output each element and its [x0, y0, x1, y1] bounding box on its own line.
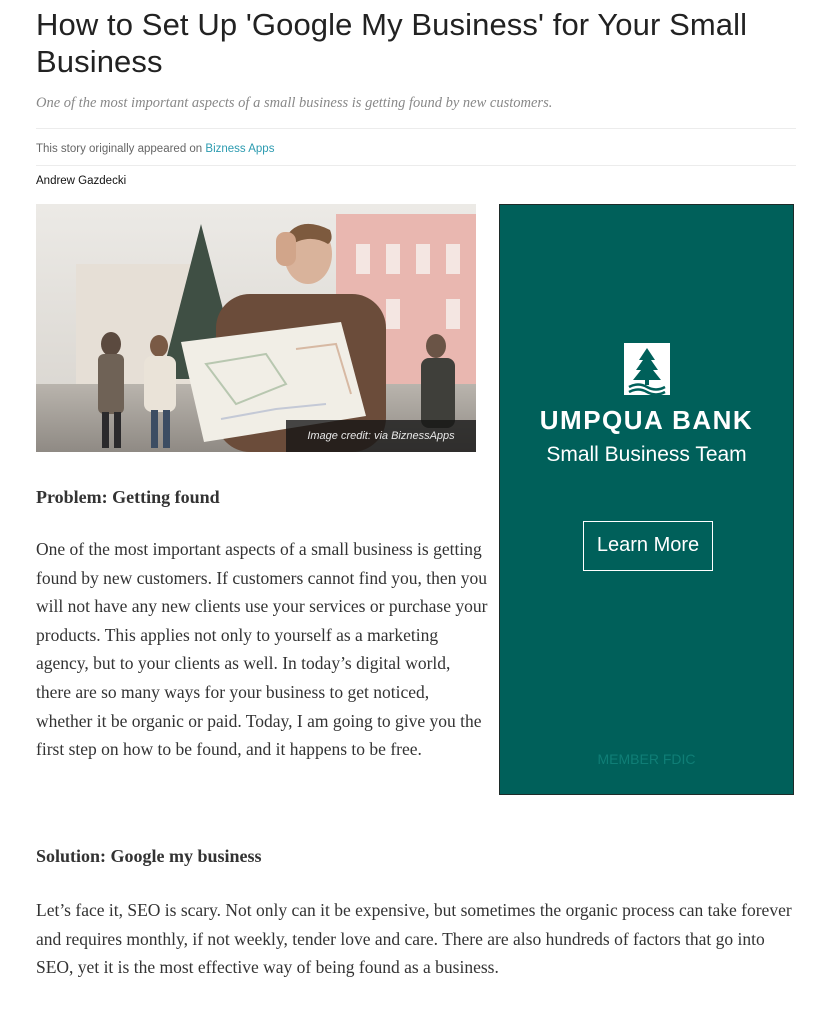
tree-icon: [624, 343, 670, 395]
learn-more-button[interactable]: Learn More: [583, 521, 713, 571]
author-name: Andrew Gazdecki: [36, 175, 127, 187]
divider: [36, 128, 796, 129]
ad-tagline: Small Business Team: [546, 443, 747, 466]
hero-photo-illustration: [36, 204, 476, 452]
article-subtitle: One of the most important aspects of a small business is getting found by new customers.: [36, 95, 553, 111]
article: [36, 0, 796, 978]
source-prefix: This story originally appeared on: [36, 143, 206, 155]
section-body: Let’s face it, SEO is scary. Not only can it be expensive, but sometimes the organic process can take forever and requires monthly, if not weekly, tender love and care. There are also hundreds of factors that go into SEO, yet it is the most effective way of being found as a business.: [36, 900, 792, 978]
ad-brand-name: UMPQUA BANK: [539, 405, 754, 435]
bank-advertisement[interactable]: [499, 204, 794, 795]
section-heading: Solution: Google my business: [36, 846, 262, 866]
divider: [36, 165, 796, 166]
section-problem: [36, 485, 488, 764]
image-credit: Image credit: via BiznessApps: [286, 420, 476, 452]
section-body: One of the most important aspects of a small business is getting found by new customers. If customers cannot find you, then you will not have any new clients use your services or purchase your products. This applies not only to yourself as a marketing agency, but to your clients as well. In today’s digital world, there are so many ways for your business to get noticed, whether it be organic or paid. Today, I am going to give you the first step on how to be found, and it happens to be free.: [36, 539, 488, 760]
source-line: [36, 141, 796, 157]
source-link[interactable]: Bizness Apps: [205, 143, 275, 155]
hero-image: [36, 204, 476, 452]
article-title: How to Set Up 'Google My Business' for Your Small Business: [36, 7, 748, 79]
fdic-notice: MEMBER FDIC: [597, 751, 696, 767]
section-heading: Problem: Getting found: [36, 487, 220, 507]
